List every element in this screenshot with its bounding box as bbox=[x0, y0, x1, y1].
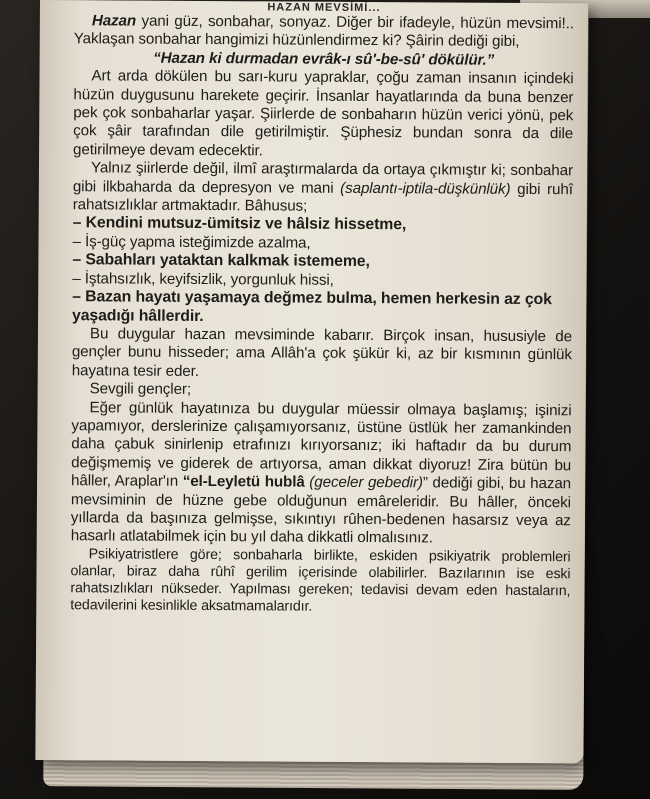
list-item: – Bazan hayatı yaşamaya değmez bulma, hemen herkesin az çok yaşadığı hâllerdir. bbox=[72, 288, 552, 325]
paragraph-4-bold: “el-Leyletü hublâ bbox=[182, 473, 305, 491]
paragraph-4-italic: (geceler gebedir) bbox=[304, 473, 423, 492]
paragraph-3: Bu duygular hazan mevsiminde kabarır. Birçok insan, hususiyle de gençler bunu hisseder; ama Allâh'a çok şükür ki, az bir kısmının günlük hayatına tesir eder. bbox=[71, 325, 573, 380]
list-item: – İştahsızlık, keyifsizlik, yorgunluk hissi, bbox=[72, 269, 334, 289]
list-item: – Sabahları yataktan kalkmak istememe, bbox=[72, 251, 370, 271]
paragraph-2 bbox=[73, 159, 573, 217]
paragraph-2-italic: (saplantı-iptila-düşkünlük) bbox=[340, 179, 511, 198]
paragraph-4 bbox=[71, 399, 572, 549]
poem-quote: “Hazan ki durmadan evrâk-ı sû'-be-sû' dökülür.” bbox=[153, 49, 495, 69]
book-page bbox=[35, 0, 588, 763]
page-text bbox=[70, 0, 574, 617]
paragraph-2-before: Yalnız şiirlerde değil, ilmî araştırmalarda da ortaya çıkmıştır ki; sonbahar gibi ilkbaharda da depresyon ve mani bbox=[72, 159, 574, 197]
greeting: Sevgili gençler; bbox=[89, 380, 192, 399]
paragraph-5: Psikiyatristlere göre; sonbaharla birlikte, eskiden psikiyatrik problemleri olanlar, biraz daha rûhî gerilim içerisinde olabilirler. Bazılarının ise eski rahatsızlıkları nükseder. Yapılması gereken; tedavisi devam eden hastaların, tedavilerini kesinlikle aksatmamalarıdır. bbox=[70, 546, 571, 615]
paragraph-1: Art arda dökülen bu sarı-kuru yapraklar, çoğu zaman insanın içindeki hüzün duygusunu harekete geçirir. İnsanlar hayatlarında da buna benzer pek çok sonbaharlar yaşar. Şiirlerde de sonbaharın hüzün verici yönü, pek çok şâir tarafından dile getirilmiştir. Şüphesiz bundan sonra da dile getirilmeye devam edecektir. bbox=[73, 67, 574, 160]
opening-paragraph bbox=[74, 12, 574, 52]
opening-lead-word: Hazan bbox=[91, 12, 137, 30]
paragraph-2-after: gibi ruhî rahatsızlıklar artmaktadır. Bâhusus; bbox=[72, 180, 573, 215]
paragraph-4-before: Eğer günlük hayatınıza bu duygular müessir olmaya başlamış; işinizi yapamıyor, derslerinize çalışamıyorsanız, üstüne üstlük her zamankinden daha çabuk sinirlenip etrafınızı kırıyorsanız; iki haftadır da bu durum değişmemiş ve giderek de artıyorsa, aman dikkat diyoruz! Zira bütün bu hâller, Araplar'ın bbox=[71, 398, 572, 491]
list-item: – İş-güç yapma isteğimizde azalma, bbox=[72, 233, 311, 252]
running-head: HAZAN MEVSİMİ... bbox=[267, 1, 381, 15]
opening-text: yani güz, sonbahar, sonyaz. Diğer bir ifadeyle, hüzün mevsimi!.. Yaklaşan sonbahar hangimizi hüzünlendirmez ki? Şâirin dediği gibi, bbox=[73, 12, 574, 51]
paragraph-4-after: ” dediği gibi, bu hazan mevsiminin de hüzne gebe olduğunun emâreleridir. Bu hâller, önceki yıllarda da başınıza gelmişse, sıkıntıyı rûhen-bedenen hasarsız veya az hasarlı atlatabilmek için bu yıl daha dikkatli olmalısınız. bbox=[70, 474, 572, 547]
list-item: – Kendini mutsuz-ümitsiz ve hâlsiz hissetme, bbox=[72, 214, 407, 234]
